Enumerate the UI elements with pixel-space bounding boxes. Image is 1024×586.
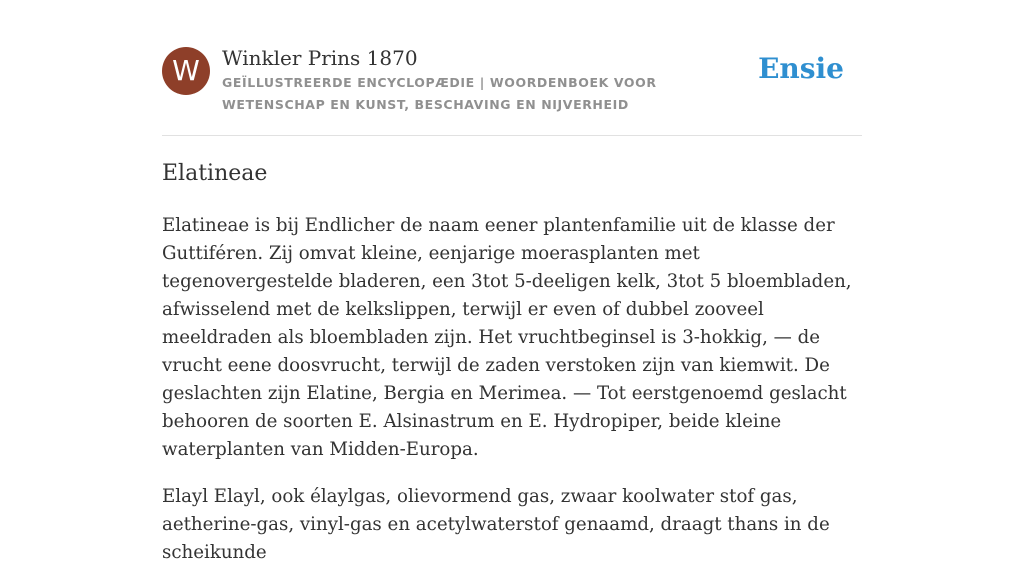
header <box>162 44 862 136</box>
entry-paragraph: Elatineae is bij Endlicher de naam eener plantenfamilie uit de klasse der Guttiféren. Zij omvat kleine, eenjarige moerasplanten met tegenovergestelde bladeren, een 3tot 5-deeligen kelk, 3tot 5 bloembladen, afwisselend met de kelkslippen, terwijl er even of dubbel zooveel meeldraden als bloembladen zijn. Het vruchtbeginsel is 3-hokkig, — de vrucht eene doosvrucht, terwijl de zaden verstoken zijn van kiemwit. De geslachten zijn Elatine, Bergia en Merimea. — Tot eerstgenoemd geslacht behooren de soorten E. Alsinastrum en E. Hydropiper, beide kleine waterplanten van Midden-Europa. <box>162 215 852 460</box>
brand-logo[interactable]: Ensie <box>758 52 844 85</box>
entry-title: Elatineae <box>162 161 268 186</box>
source-title[interactable]: Winkler Prins 1870 <box>222 46 418 70</box>
entry-body <box>162 212 867 586</box>
divider <box>162 135 862 136</box>
avatar[interactable]: W <box>162 47 210 95</box>
source-subtitle: GEÏLLUSTREERDE ENCYCLOPÆDIE | WOORDENBOEK VOOR WETENSCHAP EN KUNST, BESCHAVING EN NIJVERHEID <box>222 75 657 112</box>
entry-paragraph: Elayl Elayl, ook élaylgas, olievormend gas, zwaar koolwater stof gas, aetherine-gas, vinyl-gas en acetylwaterstof genaamd, draagt thans in de scheikunde <box>162 486 830 563</box>
